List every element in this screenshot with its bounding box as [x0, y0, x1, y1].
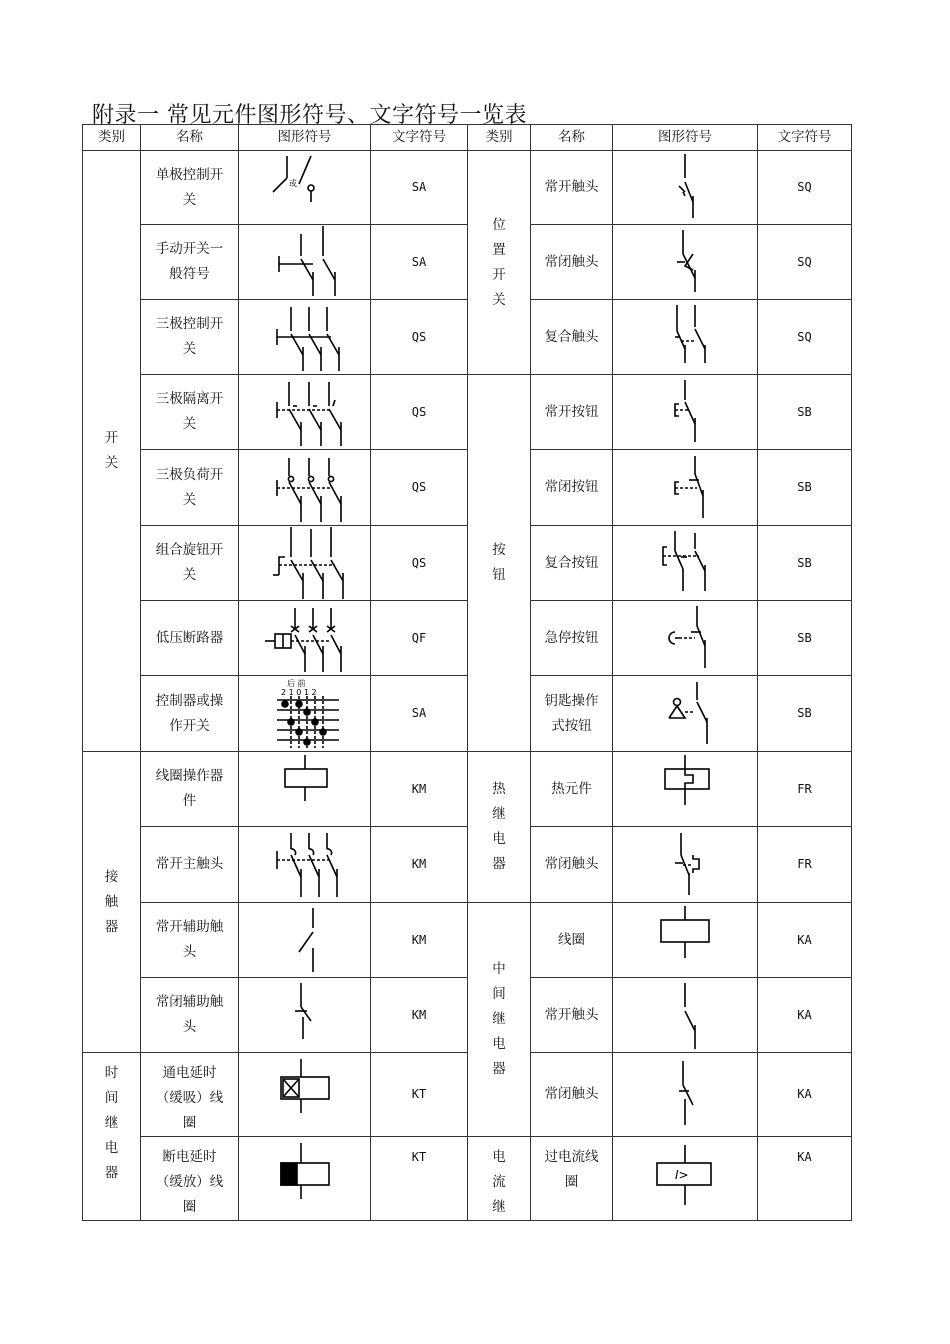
left-item-name: 线圈操作器件 [141, 752, 239, 827]
right-text-symbol: SB [758, 450, 852, 526]
left-text-symbol: KM [371, 752, 468, 827]
right-item-name: 常开触头 [531, 978, 613, 1053]
current-relay-category: 电 流 继 [468, 1137, 531, 1221]
right-text-symbol: FR [758, 827, 852, 903]
right-item-name: 常闭触头 [531, 1053, 613, 1137]
relay-nc-contact-icon [613, 1059, 758, 1131]
svg-text:2 1 0 1 2: 2 1 0 1 2 [281, 687, 317, 697]
page-title: 附录一 常见元件图形符号、文字符号一览表 [92, 103, 527, 128]
left-item-name: 常开辅助触头 [141, 903, 239, 978]
table-row [83, 225, 852, 300]
right-item-name: 热元件 [531, 752, 613, 827]
right-graphic-symbol [613, 676, 758, 752]
left-item-name: 手动开关一般符号 [141, 225, 239, 300]
right-text-symbol: KA [758, 978, 852, 1053]
header-text-symbol: 文字符号 [371, 125, 468, 151]
right-text-symbol: SB [758, 526, 852, 601]
svg-text:或: 或 [289, 178, 297, 188]
aux-no-contact-icon [239, 904, 371, 976]
key-button-icon [613, 678, 758, 750]
right-graphic-symbol [613, 1137, 758, 1221]
left-text-symbol: SA [371, 676, 468, 752]
single-pole-switch-icon [239, 152, 371, 224]
no-button-icon [613, 376, 758, 448]
left-text-symbol: SA [371, 151, 468, 225]
left-graphic-symbol [239, 601, 371, 676]
table-row [83, 676, 852, 752]
left-item-name: 三极隔离开关 [141, 375, 239, 450]
table-row [83, 903, 852, 978]
left-text-symbol: QS [371, 375, 468, 450]
right-text-symbol: SQ [758, 151, 852, 225]
intermediate-relay-category: 中 间 继 电 器 [468, 903, 531, 1137]
right-item-name: 常闭触头 [531, 827, 613, 903]
left-text-symbol: SA [371, 225, 468, 300]
table-row [83, 450, 852, 526]
header-text-symbol: 文字符号 [758, 125, 852, 151]
left-text-symbol: QF [371, 601, 468, 676]
right-text-symbol: FR [758, 752, 852, 827]
right-item-name: 常闭触头 [531, 225, 613, 300]
left-text-symbol: KM [371, 903, 468, 978]
on-delay-coil-icon [239, 1059, 371, 1131]
right-graphic-symbol [613, 450, 758, 526]
right-graphic-symbol [613, 978, 758, 1053]
left-item-name: 断电延时（缓放）线圈 [141, 1137, 239, 1221]
right-graphic-symbol [613, 1053, 758, 1137]
table-row [83, 1137, 852, 1221]
compound-position-contact-icon [613, 301, 758, 373]
circuit-breaker-icon [239, 602, 371, 674]
header-graphic-symbol: 图形符号 [613, 125, 758, 151]
thermal-element-icon [613, 753, 758, 825]
left-graphic-symbol [239, 827, 371, 903]
left-graphic-symbol [239, 375, 371, 450]
right-graphic-symbol [613, 225, 758, 300]
time-relay-category: 时 间 继 电 器 [83, 1053, 141, 1221]
off-delay-coil-icon [239, 1143, 371, 1215]
left-graphic-symbol [239, 300, 371, 375]
table-row [83, 151, 852, 225]
right-item-name: 急停按钮 [531, 601, 613, 676]
compound-button-icon [613, 527, 758, 599]
left-text-symbol: KT [371, 1137, 468, 1221]
right-item-name: 复合按钮 [531, 526, 613, 601]
header-category: 类别 [468, 125, 531, 151]
left-item-name: 常开主触头 [141, 827, 239, 903]
right-text-symbol: SB [758, 601, 852, 676]
left-text-symbol: QS [371, 450, 468, 526]
thermal-nc-contact-icon [613, 829, 758, 901]
rotary-switch-icon [239, 527, 371, 599]
button-category: 按 钮 [468, 375, 531, 752]
table-row [83, 827, 852, 903]
right-graphic-symbol [613, 903, 758, 978]
left-text-symbol: QS [371, 300, 468, 375]
relay-no-contact-icon [613, 979, 758, 1051]
right-graphic-symbol [613, 375, 758, 450]
right-text-symbol: SB [758, 676, 852, 752]
header-graphic-symbol: 图形符号 [239, 125, 371, 151]
right-item-name: 钥匙操作式按钮 [531, 676, 613, 752]
overcurrent-coil-icon [613, 1143, 758, 1215]
right-graphic-symbol [613, 526, 758, 601]
left-graphic-symbol [239, 1137, 371, 1221]
right-text-symbol: SQ [758, 300, 852, 375]
emergency-stop-icon [613, 602, 758, 674]
right-graphic-symbol [613, 601, 758, 676]
left-item-name: 单极控制开关 [141, 151, 239, 225]
right-text-symbol: KA [758, 903, 852, 978]
contactor-category: 接 触 器 [83, 752, 141, 1053]
left-graphic-symbol [239, 676, 371, 752]
left-item-name: 通电延时（缓吸）线圈 [141, 1053, 239, 1137]
left-text-symbol: KT [371, 1053, 468, 1137]
table-header-row [83, 125, 852, 151]
left-item-name: 常闭辅助触头 [141, 978, 239, 1053]
left-graphic-symbol [239, 151, 371, 225]
manual-switch-icon [239, 226, 371, 298]
right-item-name: 常闭按钮 [531, 450, 613, 526]
left-graphic-symbol [239, 903, 371, 978]
controller-switch-icon [239, 678, 371, 750]
right-text-symbol: KA [758, 1053, 852, 1137]
header-category: 类别 [83, 125, 141, 151]
left-item-name: 控制器或操作开关 [141, 676, 239, 752]
table-row [83, 300, 852, 375]
table-row [83, 1053, 852, 1137]
left-text-symbol: KM [371, 827, 468, 903]
right-text-symbol: KA [758, 1137, 852, 1221]
left-text-symbol: KM [371, 978, 468, 1053]
left-graphic-symbol [239, 526, 371, 601]
svg-text:后 前: 后 前 [287, 678, 306, 688]
right-text-symbol: SB [758, 375, 852, 450]
left-item-name: 低压断路器 [141, 601, 239, 676]
left-item-name: 组合旋钮开关 [141, 526, 239, 601]
left-item-name: 三极负荷开关 [141, 450, 239, 526]
right-item-name: 线圈 [531, 903, 613, 978]
no-position-contact-icon [613, 152, 758, 224]
table-row [83, 978, 852, 1053]
left-graphic-symbol [239, 978, 371, 1053]
aux-nc-contact-icon [239, 979, 371, 1051]
right-item-name: 常开按钮 [531, 375, 613, 450]
table-row [83, 526, 852, 601]
right-item-name: 常开触头 [531, 151, 613, 225]
right-graphic-symbol [613, 752, 758, 827]
three-pole-load-switch-icon [239, 452, 371, 524]
symbol-table [82, 124, 852, 1221]
table-row [83, 375, 852, 450]
right-graphic-symbol [613, 300, 758, 375]
right-item-name: 过电流线圈 [531, 1137, 613, 1221]
thermal-relay-category: 热 继 电 器 [468, 752, 531, 903]
main-contacts-icon [239, 829, 371, 901]
table-row [83, 601, 852, 676]
right-graphic-symbol [613, 827, 758, 903]
three-pole-control-switch-icon [239, 301, 371, 373]
nc-position-contact-icon [613, 226, 758, 298]
three-pole-isolator-icon [239, 376, 371, 448]
right-item-name: 复合触头 [531, 300, 613, 375]
left-graphic-symbol [239, 1053, 371, 1137]
left-text-symbol: QS [371, 526, 468, 601]
nc-button-icon [613, 452, 758, 524]
left-graphic-symbol [239, 752, 371, 827]
left-graphic-symbol [239, 450, 371, 526]
switch-category: 开 关 [83, 151, 141, 752]
table-row [83, 752, 852, 827]
position-switch-category: 位 置 开 关 [468, 151, 531, 375]
svg-text:I>: I> [675, 1167, 689, 1182]
header-name: 名称 [141, 125, 239, 151]
right-text-symbol: SQ [758, 225, 852, 300]
relay-coil-icon [613, 904, 758, 976]
left-item-name: 三极控制开关 [141, 300, 239, 375]
header-name: 名称 [531, 125, 613, 151]
right-graphic-symbol [613, 151, 758, 225]
left-graphic-symbol [239, 225, 371, 300]
coil-icon [239, 753, 371, 825]
